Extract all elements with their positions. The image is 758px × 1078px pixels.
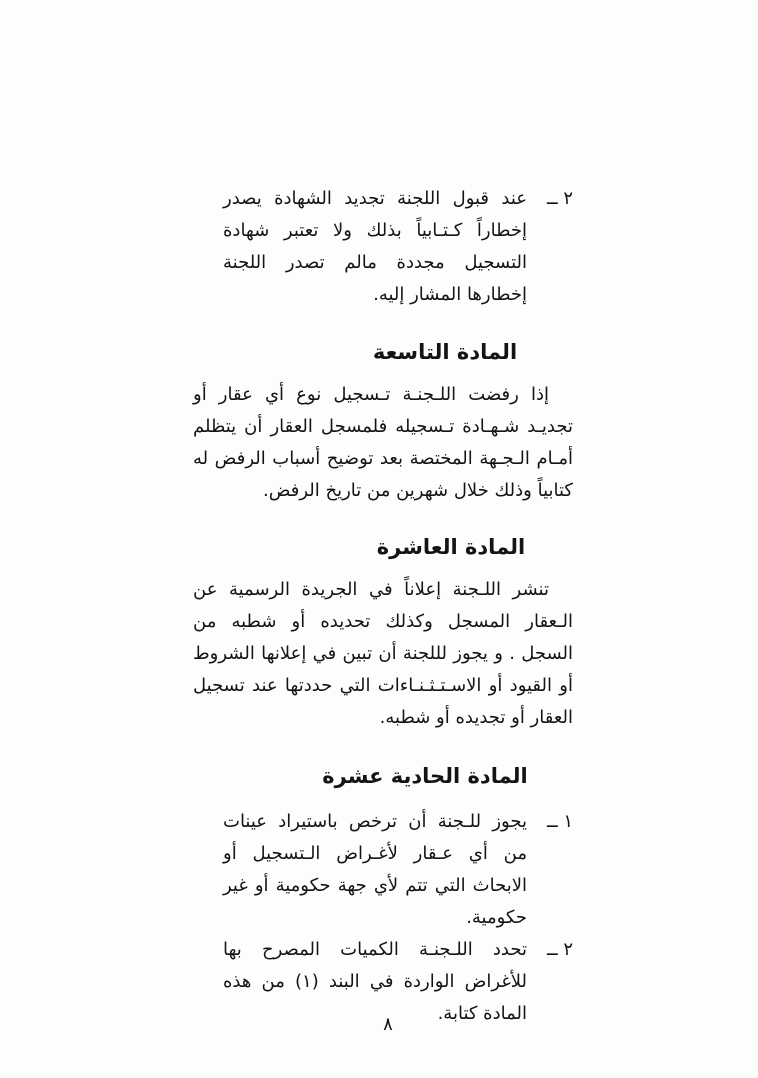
article-ten-paragraph: تنشر اللـجنة إعلاناً في الجريدة الرسمية عن الـعقار المسجل وكذلك تحديده أو شطبه من السجل . و يجوز لللجنة أن تبين في إعلانها الشروط أو القيود أو الاسـتـثـنـاءات التي حددتها عند تسجيل العقار أو تجديده أو شطبه. <box>193 579 573 728</box>
intro-item-number: ٢ ــ <box>547 188 573 209</box>
article-ten-heading: المادة العاشرة <box>376 535 526 559</box>
item-1-text: يجوز للـجنة أن ترخص باستيراد عينات من أي عـقار لأغـراض الـتسجيل أو الابحاث التي تتم لأي جهة حكومية أو غير حكومية. <box>223 811 527 928</box>
article-eleven-heading: المادة الحادية عشرة <box>322 764 528 788</box>
text-column <box>193 183 573 1030</box>
article-eleven-items <box>193 806 573 1030</box>
article-eleven-item-1 <box>223 806 573 934</box>
page-number: ٨ <box>383 1014 393 1035</box>
article-nine-heading: المادة التاسعة <box>372 340 518 364</box>
item-2-number: ٢ ــ <box>547 939 573 960</box>
intro-numbered-item <box>223 183 573 311</box>
item-1-number: ١ ــ <box>547 811 573 832</box>
item-2-text: تحدد اللـجنـة الكميات المصرح بها للأغراض الواردة في البند (١) من هذه المادة كتابة. <box>223 939 527 1024</box>
intro-item-text: عند قبول اللجنة تجديد الشهادة يصدر إخطاراً كـتـابياً بذلك ولا تعتبر شهادة التسجيل مجددة مالم تصدر اللجنة إخطارها المشار إليه. <box>223 188 527 305</box>
article-nine-paragraph: إذا رفضت اللـجنـة تـسجيل نوع أي عقار أو تجديـد شـهـادة تـسجيله فلمسجل العقار أن يتظلم أمـام الـجـهة المختصة بعد توضيح أسباب الرفض له كتابياً وذلك خلال شهرين من تاريخ الرفض. <box>193 384 573 501</box>
